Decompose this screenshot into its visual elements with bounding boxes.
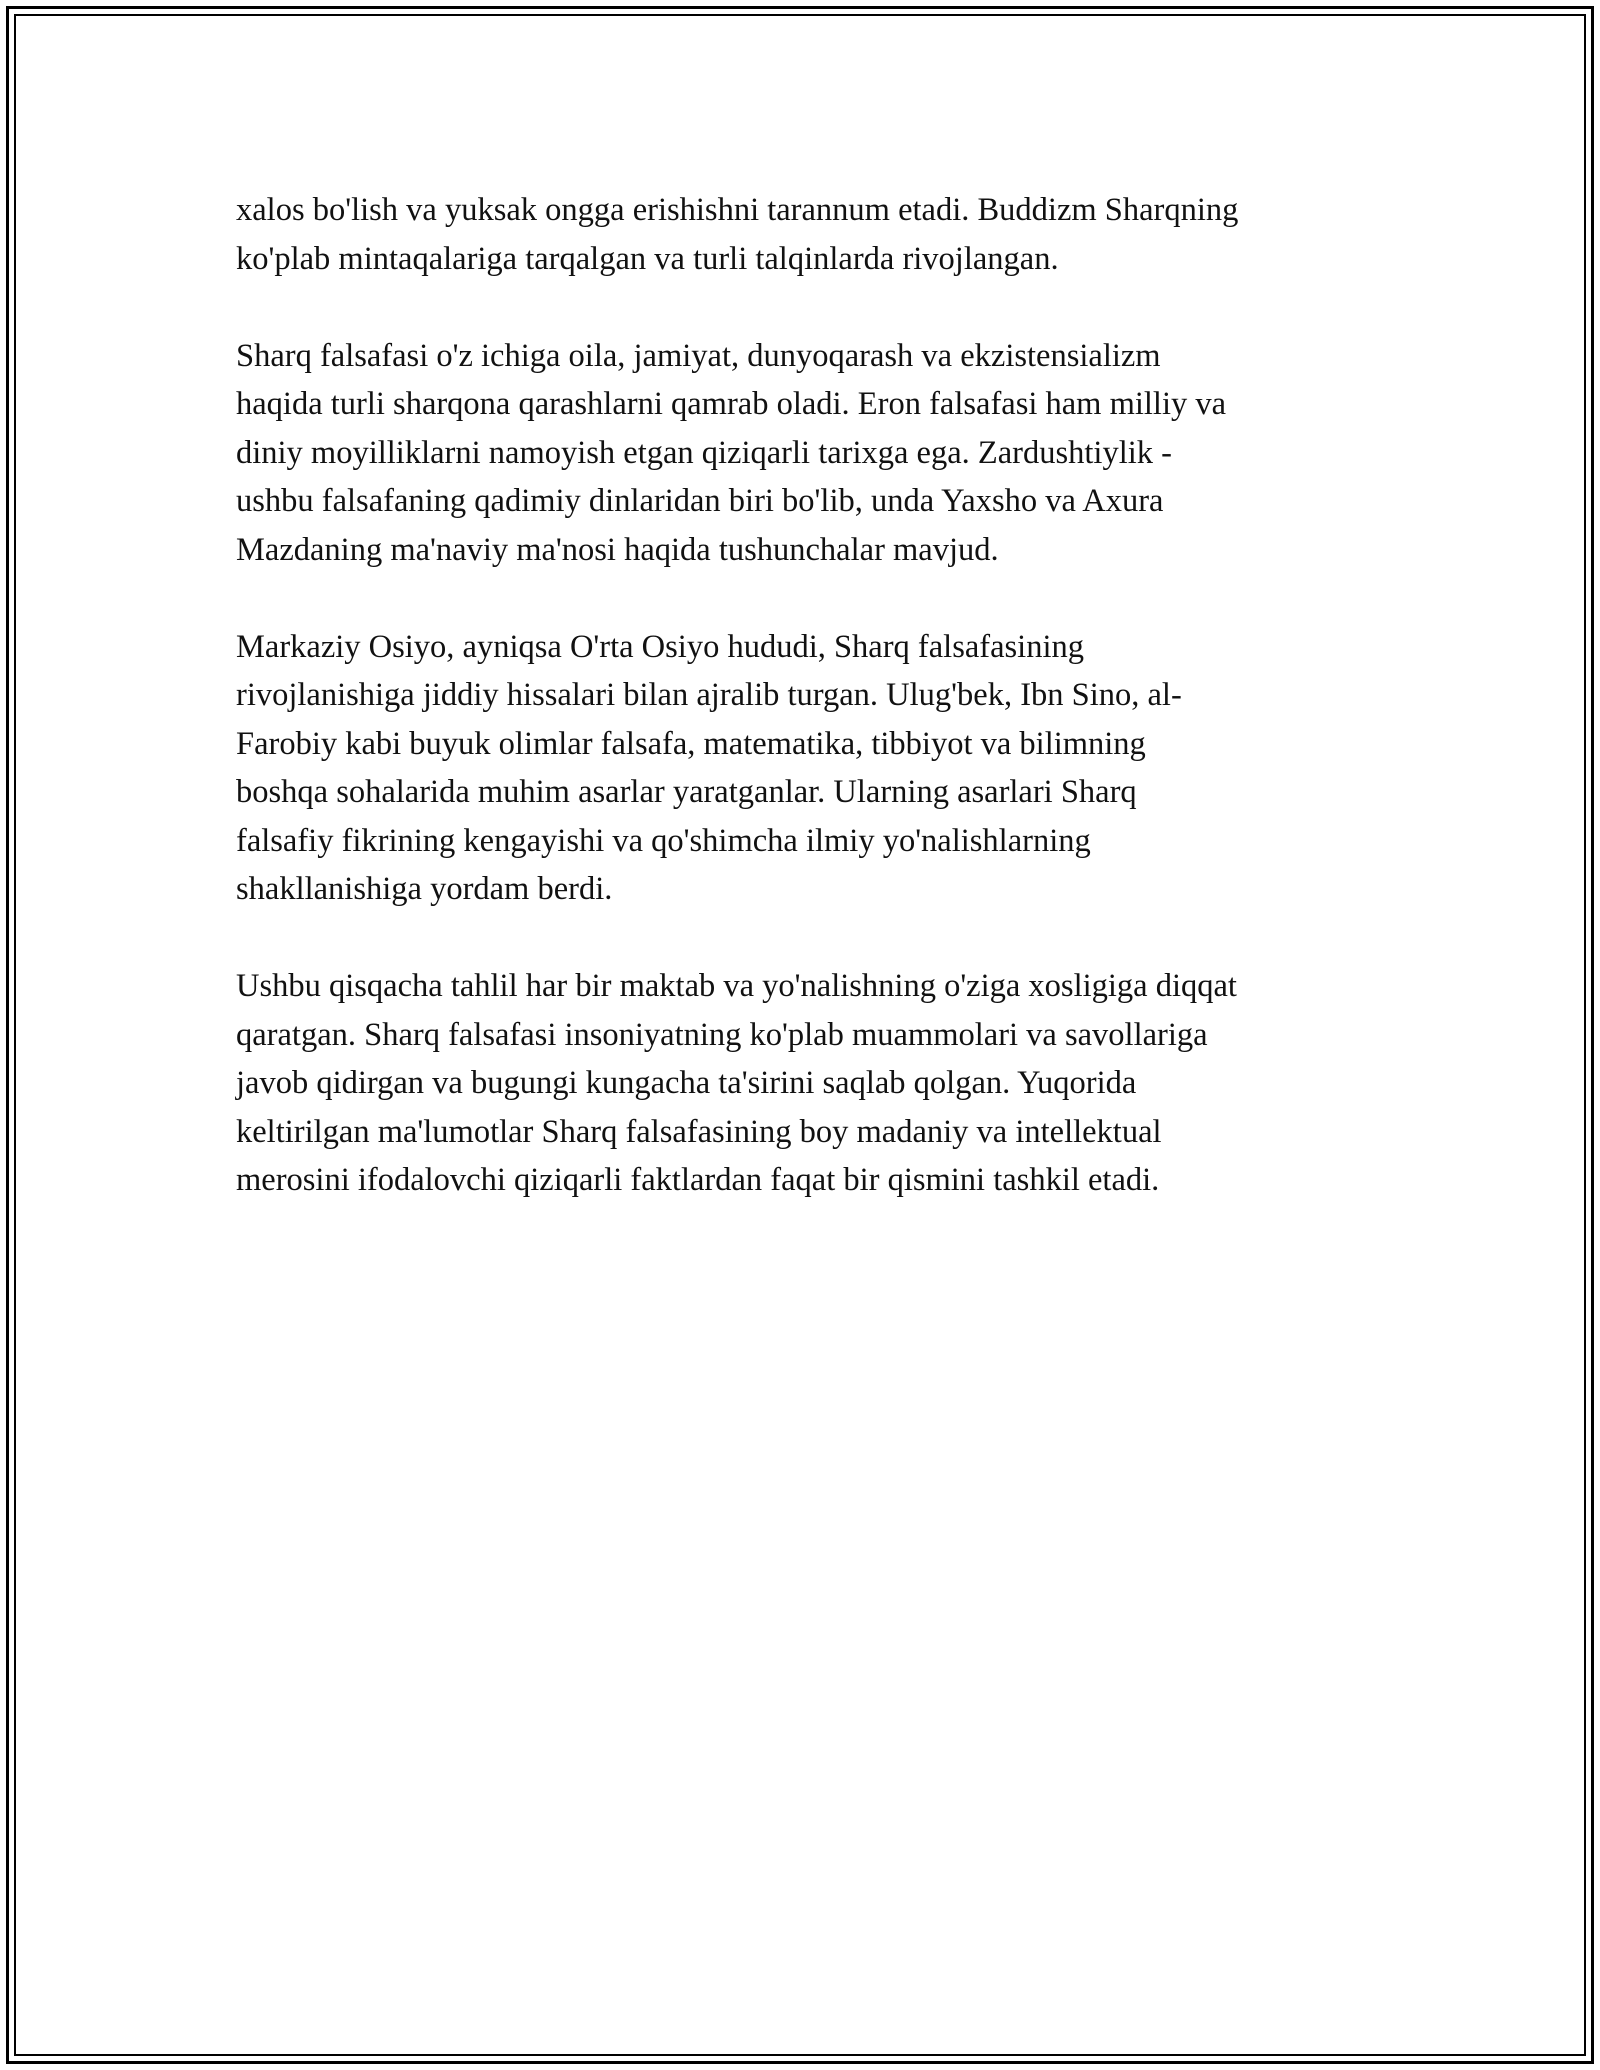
paragraph-iranian-philosophy: Sharq falsafasi o'z ichiga oila, jamiyat, dunyoqarash va ekzistensializm haqida turli sharqona qarashlarni qamrab oladi. Eron falsafasi ham milliy va diniy moyilliklarni namoyish etgan qiziqarli tarixga ega. Zardushtiylik - ushbu falsafaning qadimiy dinlaridan biri bo'lib, unda Yaxsho va Axura Mazdaning ma'naviy ma'nosi haqida tushunchalar mavjud. xyxy=(236,337,1227,568)
paragraph-central-asia: Markaziy Osiyo, ayniqsa O'rta Osiyo hududi, Sharq falsafasining rivojlanishiga jiddiy hissalari bilan ajralib turgan. Ulug'bek, Ibn Sino, al- Farobiy kabi buyuk olimlar falsafa, matematika, tibbiyot va bilimning boshqa sohalarida muhim asarlar yaratganlar. Ularning asarlari Sharq falsafiy fikrining kengayishi va qo'shimcha ilmiy yo'nalishlarning shakllanishiga yordam berdi. xyxy=(236,628,1182,907)
paragraph-buddhism: xalos bo'lish va yuksak ongga erishishni tarannum etadi. Buddizm Sharqning ko'plab mintaqalariga tarqalgan va turli talqinlarda rivojlangan. xyxy=(236,192,1239,277)
document-body xyxy=(236,186,1386,1253)
paragraph-conclusion: Ushbu qisqacha tahlil har bir maktab va yo'nalishning o'ziga xosligiga diqqat qaratgan. Sharq falsafasi insoniyatning ko'plab muammolari va savollariga javob qidirgan va bugungi kungacha ta'sirini saqlab qolgan. Yuqorida keltirilgan ma'lumotlar Sharq falsafasining boy madaniy va intellektual merosini ifodalovchi qiziqarli faktlardan faqat bir qismini tashkil etadi. xyxy=(236,968,1237,1198)
